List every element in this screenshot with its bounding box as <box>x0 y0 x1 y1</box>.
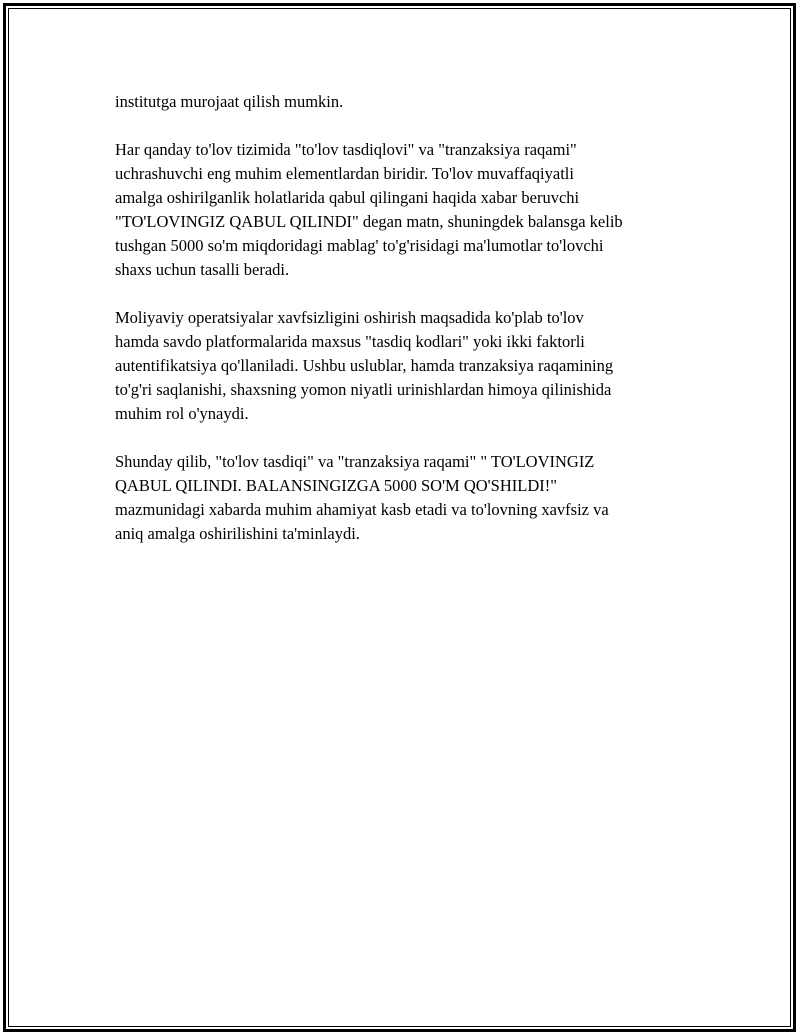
paragraph-4: Shunday qilib, "to'lov tasdiqi" va "tranzaksiya raqami" " TO'LOVINGIZ QABUL QILINDI. BALANSINGIZGA 5000 SO'M QO'SHILDI!" mazmunidagi xabarda muhim ahamiyat kasb etadi va to'lovning xavfsiz va aniq amalga oshirilishini ta'minlaydi. <box>115 452 609 543</box>
paragraph-3: Moliyaviy operatsiyalar xavfsizligini oshirish maqsadida ko'plab to'lov hamda savdo platformalarida maxsus "tasdiq kodlari" yoki ikki faktorli autentifikatsiya qo'llaniladi. Ushbu uslublar, hamda tranzaksiya raqamining to'g'ri saqlanishi, shaxsning yomon niyatli urinishlardan himoya qilinishida muhim rol o'ynaydi. <box>115 308 614 423</box>
document-body <box>115 90 690 570</box>
paragraph-1: institutga murojaat qilish mumkin. <box>115 92 344 111</box>
paragraph-2: Har qanday to'lov tizimida "to'lov tasdiqlovi" va "tranzaksiya raqami" uchrashuvchi eng muhim elementlardan biridir. To'lov muvaffaqiyatli amalga oshirilganlik holatlarida qabul qilingani haqida xabar beruvchi "TO'LOVINGIZ QABUL QILINDI" degan matn, shuningdek balansga kelib tushgan 5000 so'm miqdoridagi mablag' to'g'risidagi ma'lumotlar to'lovchi shaxs uchun tasalli beradi. <box>115 140 623 279</box>
